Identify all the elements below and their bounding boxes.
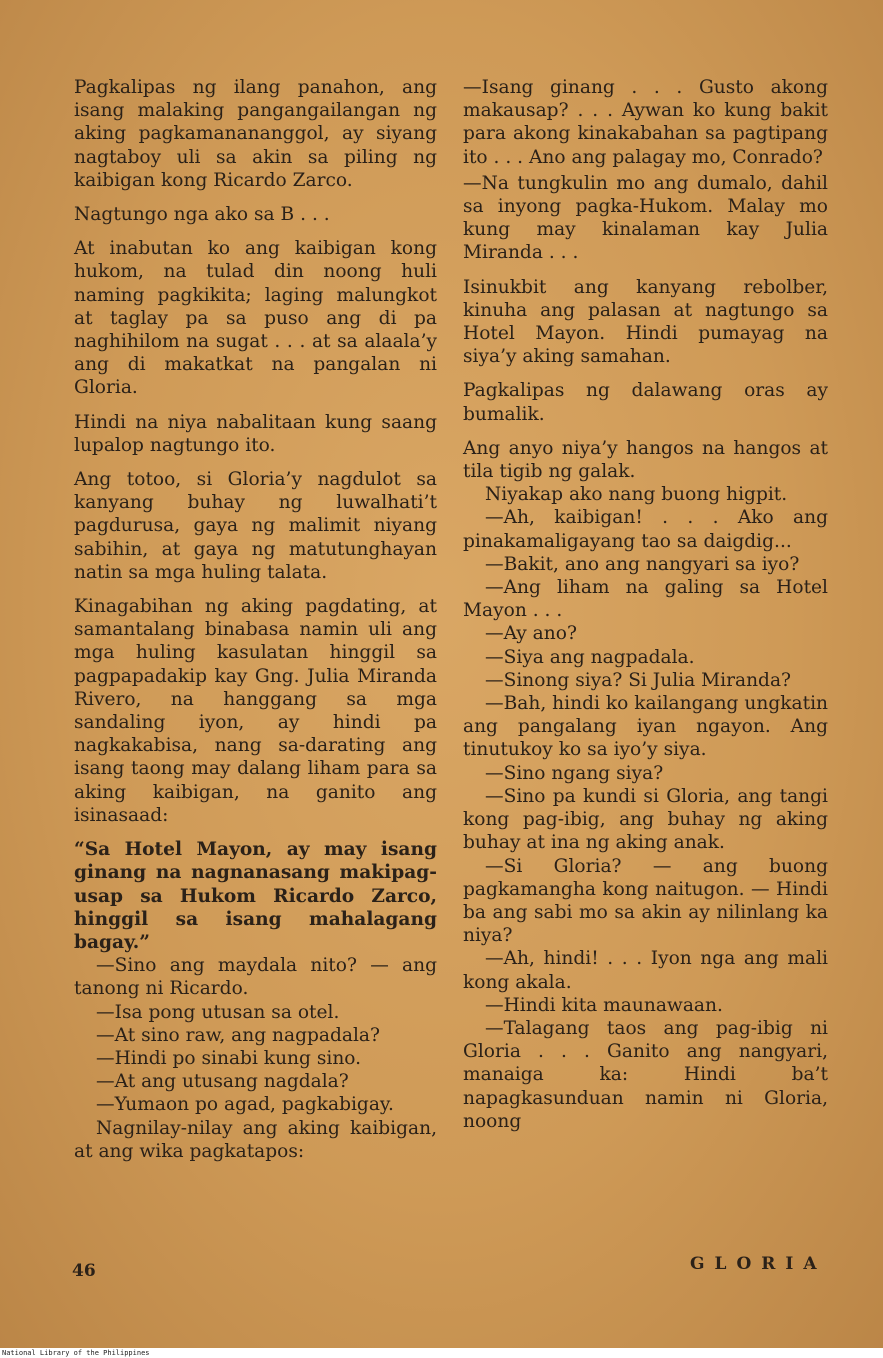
- paragraph: Hindi na niya nabalitaan kung saang lupalop nagtungo ito.: [74, 411, 437, 456]
- right-column: [463, 76, 828, 1133]
- dialogue-line: —Sinong siya? Si Julia Miranda?: [485, 669, 791, 691]
- quoted-letter: “Sa Hotel Mayon, ay may isang ginang na nagnanasang makipag-usap sa Hukom Ricardo Zarco, hinggil sa isang mahalagang bagay.”: [74, 839, 437, 953]
- dialogue-line: —At ang utusang nagdala?: [96, 1071, 349, 1093]
- running-title: GLORIA: [690, 1254, 827, 1274]
- dialogue-line: —Yumaon po agad, pagkabigay.: [96, 1094, 394, 1116]
- dialogue-line: —Sino ang maydala nito? — ang tanong ni Ricardo.: [74, 955, 437, 1000]
- paragraph: Ang anyo niya’y hangos na hangos at tila tigib ng galak.: [463, 437, 828, 483]
- paragraph: At inabutan ko ang kaibigan kong hukom, na tulad din noong huli naming pagkikita; laging malungkot at taglay pa sa puso ang di pa naghihilom na sugat . . . at sa alaala’y ang di makatkat na pangalan ni Gloria.: [74, 238, 437, 399]
- dialogue-line: —Isa pong utusan sa otel.: [96, 1001, 340, 1023]
- paragraph: Isinukbit ang kanyang rebolber, kinuha ang palasan at nagtungo sa Hotel Mayon. Hindi pumayag na siya’y aking samahan.: [463, 276, 828, 368]
- dialogue-line: —Hindi po sinabi kung sino.: [96, 1047, 362, 1069]
- dialogue-line: —Talagang taos ang pag-ibig ni Gloria . . . Ganito ang nangyari, manaiga ka: Hindi ba’t napagkasunduan namin ni Gloria, noong: [463, 1017, 828, 1132]
- dialogue-line: —Bah, hindi ko kailangang ungkatin ang pangalang iyan ngayon. Ang tinutukoy ko sa iyo’y siya.: [463, 693, 828, 761]
- dialogue-line: —Ah, hindi! . . . Iyon nga ang mali kong akala.: [463, 948, 828, 993]
- page-number: 46: [72, 1261, 96, 1281]
- dialogue-line: —Ah, kaibigan! . . . Ako ang pinakamaligayang tao sa daigdig...: [463, 507, 828, 552]
- dialogue-line: —Siya ang nagpadala.: [485, 646, 695, 668]
- paragraph: Nagnilay-nilay ang aking kaibigan, at ang wika pagkatapos:: [74, 1117, 437, 1162]
- dialogue-line: —At sino raw, ang nagpadala?: [96, 1024, 380, 1046]
- dialogue-line: —Bakit, ano ang nangyari sa iyo?: [485, 553, 800, 575]
- archive-credit: National Library of the Philippines: [2, 1349, 150, 1357]
- paragraph: Ang totoo, si Gloria’y nagdulot sa kanyang buhay ng luwalhati’t pagdurusa, gaya ng malimit niyang sabihin, at gaya ng matutunghayan natin sa mga huling talata.: [74, 469, 437, 583]
- dialogue-line: —Ay ano?: [485, 623, 577, 645]
- dialogue-line: —Si Gloria? — ang buong pagkamangha kong naitugon. — Hindi ba ang sabi mo sa akin ay nilinlang ka niya?: [463, 855, 828, 947]
- dialogue-line: —Hindi kita maunawaan.: [485, 994, 723, 1016]
- dialogue-line: —Isang ginang . . . Gusto akong makausap? . . . Aywan ko kung bakit para akong kinakabahan sa pagtipang ito . . . Ano ang palagay mo, Conrado?: [463, 77, 828, 168]
- left-column: [74, 76, 437, 1163]
- dialogue-line: —Na tungkulin mo ang dumalo, dahil sa inyong pagka-Hukom. Malay mo kung may kinalaman kay Julia Miranda . . .: [463, 172, 828, 264]
- paragraph: Kinagabihan ng aking pagdating, at samantalang binabasa namin uli ang mga huling kasulatan hinggil sa pagpapadakip kay Gng. Julia Miranda Rivero, na hanggang sa mga sandaling iyon, ay hindi pa nagkakabisa, nang sa-darating ang isang taong may dalang liham para sa aking kaibigan, na ganito ang isinasaad:: [74, 596, 437, 826]
- dialogue-line: —Sino ngang siya?: [485, 762, 664, 784]
- paragraph: Pagkalipas ng ilang panahon, ang isang malaking pangangailangan ng aking pagkamanananggol, ay siyang nagtaboy uli sa akin sa piling ng kaibigan kong Ricardo Zarco.: [74, 77, 437, 191]
- dialogue-line: —Sino pa kundi si Gloria, ang tangi kong pag-ibig, ang buhay ng aking buhay at ina ng aking anak.: [463, 785, 828, 854]
- paragraph: Pagkalipas ng dalawang oras ay bumalik.: [463, 380, 828, 425]
- dialogue-line: —Ang liham na galing sa Hotel Mayon . . .: [463, 577, 828, 622]
- paragraph: Nagtungo nga ako sa B . . .: [74, 204, 330, 226]
- paragraph: Niyakap ako nang buong higpit.: [485, 484, 788, 506]
